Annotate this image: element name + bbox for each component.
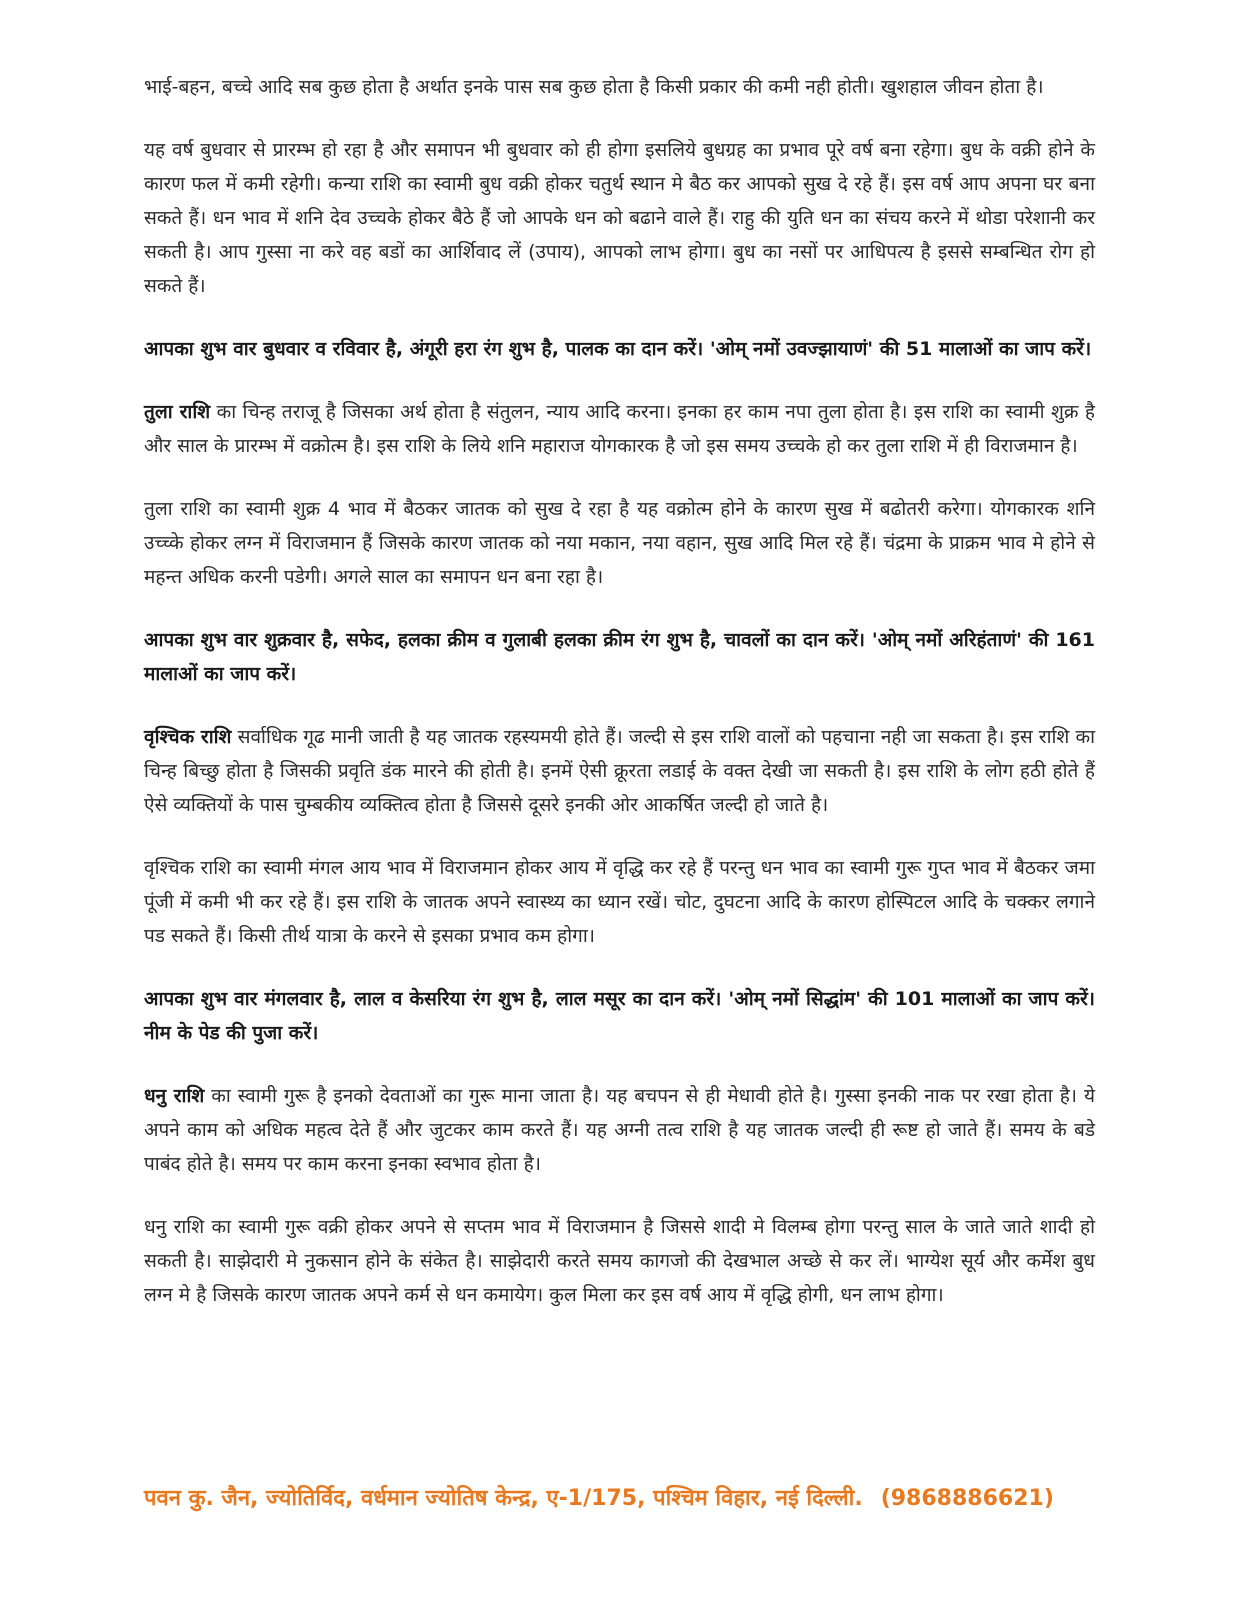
vrishchik-intro-text: सर्वाधिक गूढ मानी जाती है यह जातक रहस्यमयी होते हैं। जल्दी से इस राशि वालों को पहचाना नही जा सकता है। इस राशि का चिन्ह बिच्छु होता है जिसकी प्रवृति डंक मारने की होती है। इनमें ऐसी क्रूरता लडाई के वक्त देखी जा सकती है। इस राशि के लोग हठी होते हैं ऐसे व्यक्तियों के पास चुम्बकीय व्यक्तित्व होता है जिससे दूसरे इनकी ओर आकर्षित जल्दी हो जाते है।	[144, 726, 1096, 816]
footer-address: पवन कु. जैन, ज्योतिर्विद, वर्धमान ज्योतिष केन्द्र, ए-1/175, पश्चिम विहार, नई दिल्ली.	[144, 1486, 863, 1511]
remedy-tula: आपका शुभ वार शुक्रवार है, सफेद, हलका क्रीम व गुलाबी हलका क्रीम रंग शुभ है, चावलों का दान करें। 'ओम् नमों अरिहंताणं' की 161 मालाओं का जाप करें।	[144, 629, 1095, 685]
dhanu-intro-text: का स्वामी गुरू है इनको देवताओं का गुरू माना जाता है। यह बचपन से ही मेधावी होते है। गुस्सा इनकी नाक पर रखा होता है। ये अपने काम को अधिक महत्व देते हैं और जुटकर काम करते हैं। यह अग्नी तत्व राशि है यह जातक जल्दी ही रूष्ट हो जाते हैं। समय के बडे पाबंद होते है। समय पर काम करना इनका स्वभाव होता है।	[144, 1085, 1095, 1175]
paragraph-family-wellbeing: भाई-बहन, बच्चे आदि सब कुछ होता है अर्थात इनके पास सब कुछ होता है किसी प्रकार की कमी नही होती। खुशहाल जीवन होता है।	[144, 76, 1044, 98]
paragraph-tula-details: तुला राशि का स्वामी शुक्र 4 भाव में बैठकर जातक को सुख दे रहा है यह वक्रोत्म होने के कारण सुख में बढोतरी करेगा। योगकारक शनि उच्च्के होकर लग्न में विराजमान हैं जिसके कारण जातक को नया मकान, नया वहान, सुख आदि मिल रहे हैं। चंद्रमा के प्राक्रम भाव मे होने से महन्त अधिक करनी पडेगी। अगले साल का समापन धन बना रहा है।	[144, 498, 1095, 588]
remedy-kanya: आपका शुभ वार बुधवार व रविवार है, अंगूरी हरा रंग शुभ है, पालक का दान करें। 'ओम् नमों उवज्झायाणं' की 51 मालाओं का जाप करें।	[144, 338, 1092, 360]
tula-intro-text: का चिन्ह तराजू है जिसका अर्थ होता है संतुलन, न्याय आदि करना। इनका हर काम नपा तुला होता है। इस राशि का स्वामी शुक्र है और साल के प्रारम्भ में वक्रोत्म है। इस राशि के लिये शनि महाराज योगकारक है जो इस समय उच्चके हो कर तुला राशि में ही विराजमान है।	[144, 401, 1095, 457]
paragraph-tula-intro	[144, 395, 1095, 463]
rashi-heading-tula: तुला राशि	[144, 401, 211, 423]
rashi-heading-dhanu: धनु राशि	[144, 1085, 205, 1107]
paragraph-vrishchik-details: वृश्चिक राशि का स्वामी मंगल आय भाव में विराजमान होकर आय में वृद्धि कर रहे हैं परन्तु धन भाव का स्वामी गुरू गुप्त भाव में बैठकर जमा पूंजी में कमी भी कर रहे हैं। इस राशि के जातक अपने स्वास्थ्य का ध्यान रखें। चोट, दुघटना आदि के कारण होस्पिटल आदि के चक्कर लगाने पड सकते हैं। किसी तीर्थ यात्रा के करने से इसका प्रभाव कम होगा।	[144, 857, 1095, 947]
remedy-vrishchik: आपका शुभ वार मंगलवार है, लाल व केसरिया रंग शुभ है, लाल मसूर का दान करें। 'ओम् नमों सिद्धांम' की 101 मालाओं का जाप करें। नीम के पेड की पुजा करें।	[144, 988, 1095, 1044]
rashi-heading-vrishchik: वृश्चिक राशि	[144, 726, 232, 748]
footer-phone: (9868886621)	[880, 1486, 1054, 1511]
paragraph-budh-year: यह वर्ष बुधवार से प्रारम्भ हो रहा है और समापन भी बुधवार को ही होगा इसलिये बुधग्रह का प्रभाव पूरे वर्ष बना रहेगा। बुध के वक्री होने के कारण फल में कमी रहेगी। कन्या राशि का स्वामी बुध वक्री होकर चतुर्थ स्थान मे बैठ कर आपको सुख दे रहे हैं। इस वर्ष आप अपना घर बना सकते हैं। धन भाव में शनि देव उच्चके होकर बैठे हैं जो आपके धन को बढाने वाले हैं। राहु की युति धन का संचय करने में थोडा परेशानी कर सकती है। आप गुस्सा ना करे वह बडों का आर्शिवाद लें (उपाय), आपको लाभ होगा। बुध का नसों पर आधिपत्य है इससे सम्बन्धित रोग हो सकते हैं।	[144, 139, 1095, 297]
footer-contact	[144, 1482, 1095, 1512]
paragraph-vrishchik-intro	[144, 720, 1095, 822]
paragraph-dhanu-details: धनु राशि का स्वामी गुरू वक्री होकर अपने से सप्तम भाव में विराजमान है जिससे शादी मे विलम्ब होगा परन्तु साल के जाते जाते शादी हो सकती है। साझेदारी मे नुकसान होने के संकेत है। साझेदारी करते समय कागजो की देखभाल अच्छे से कर लें। भाग्येश सूर्य और कर्मेश बुध लग्न मे है जिसके कारण जातक अपने कर्म से धन कमायेग। कुल मिला कर इस वर्ष आय में वृद्धि होगी, धन लाभ होगा।	[144, 1216, 1095, 1306]
paragraph-dhanu-intro	[144, 1079, 1095, 1181]
